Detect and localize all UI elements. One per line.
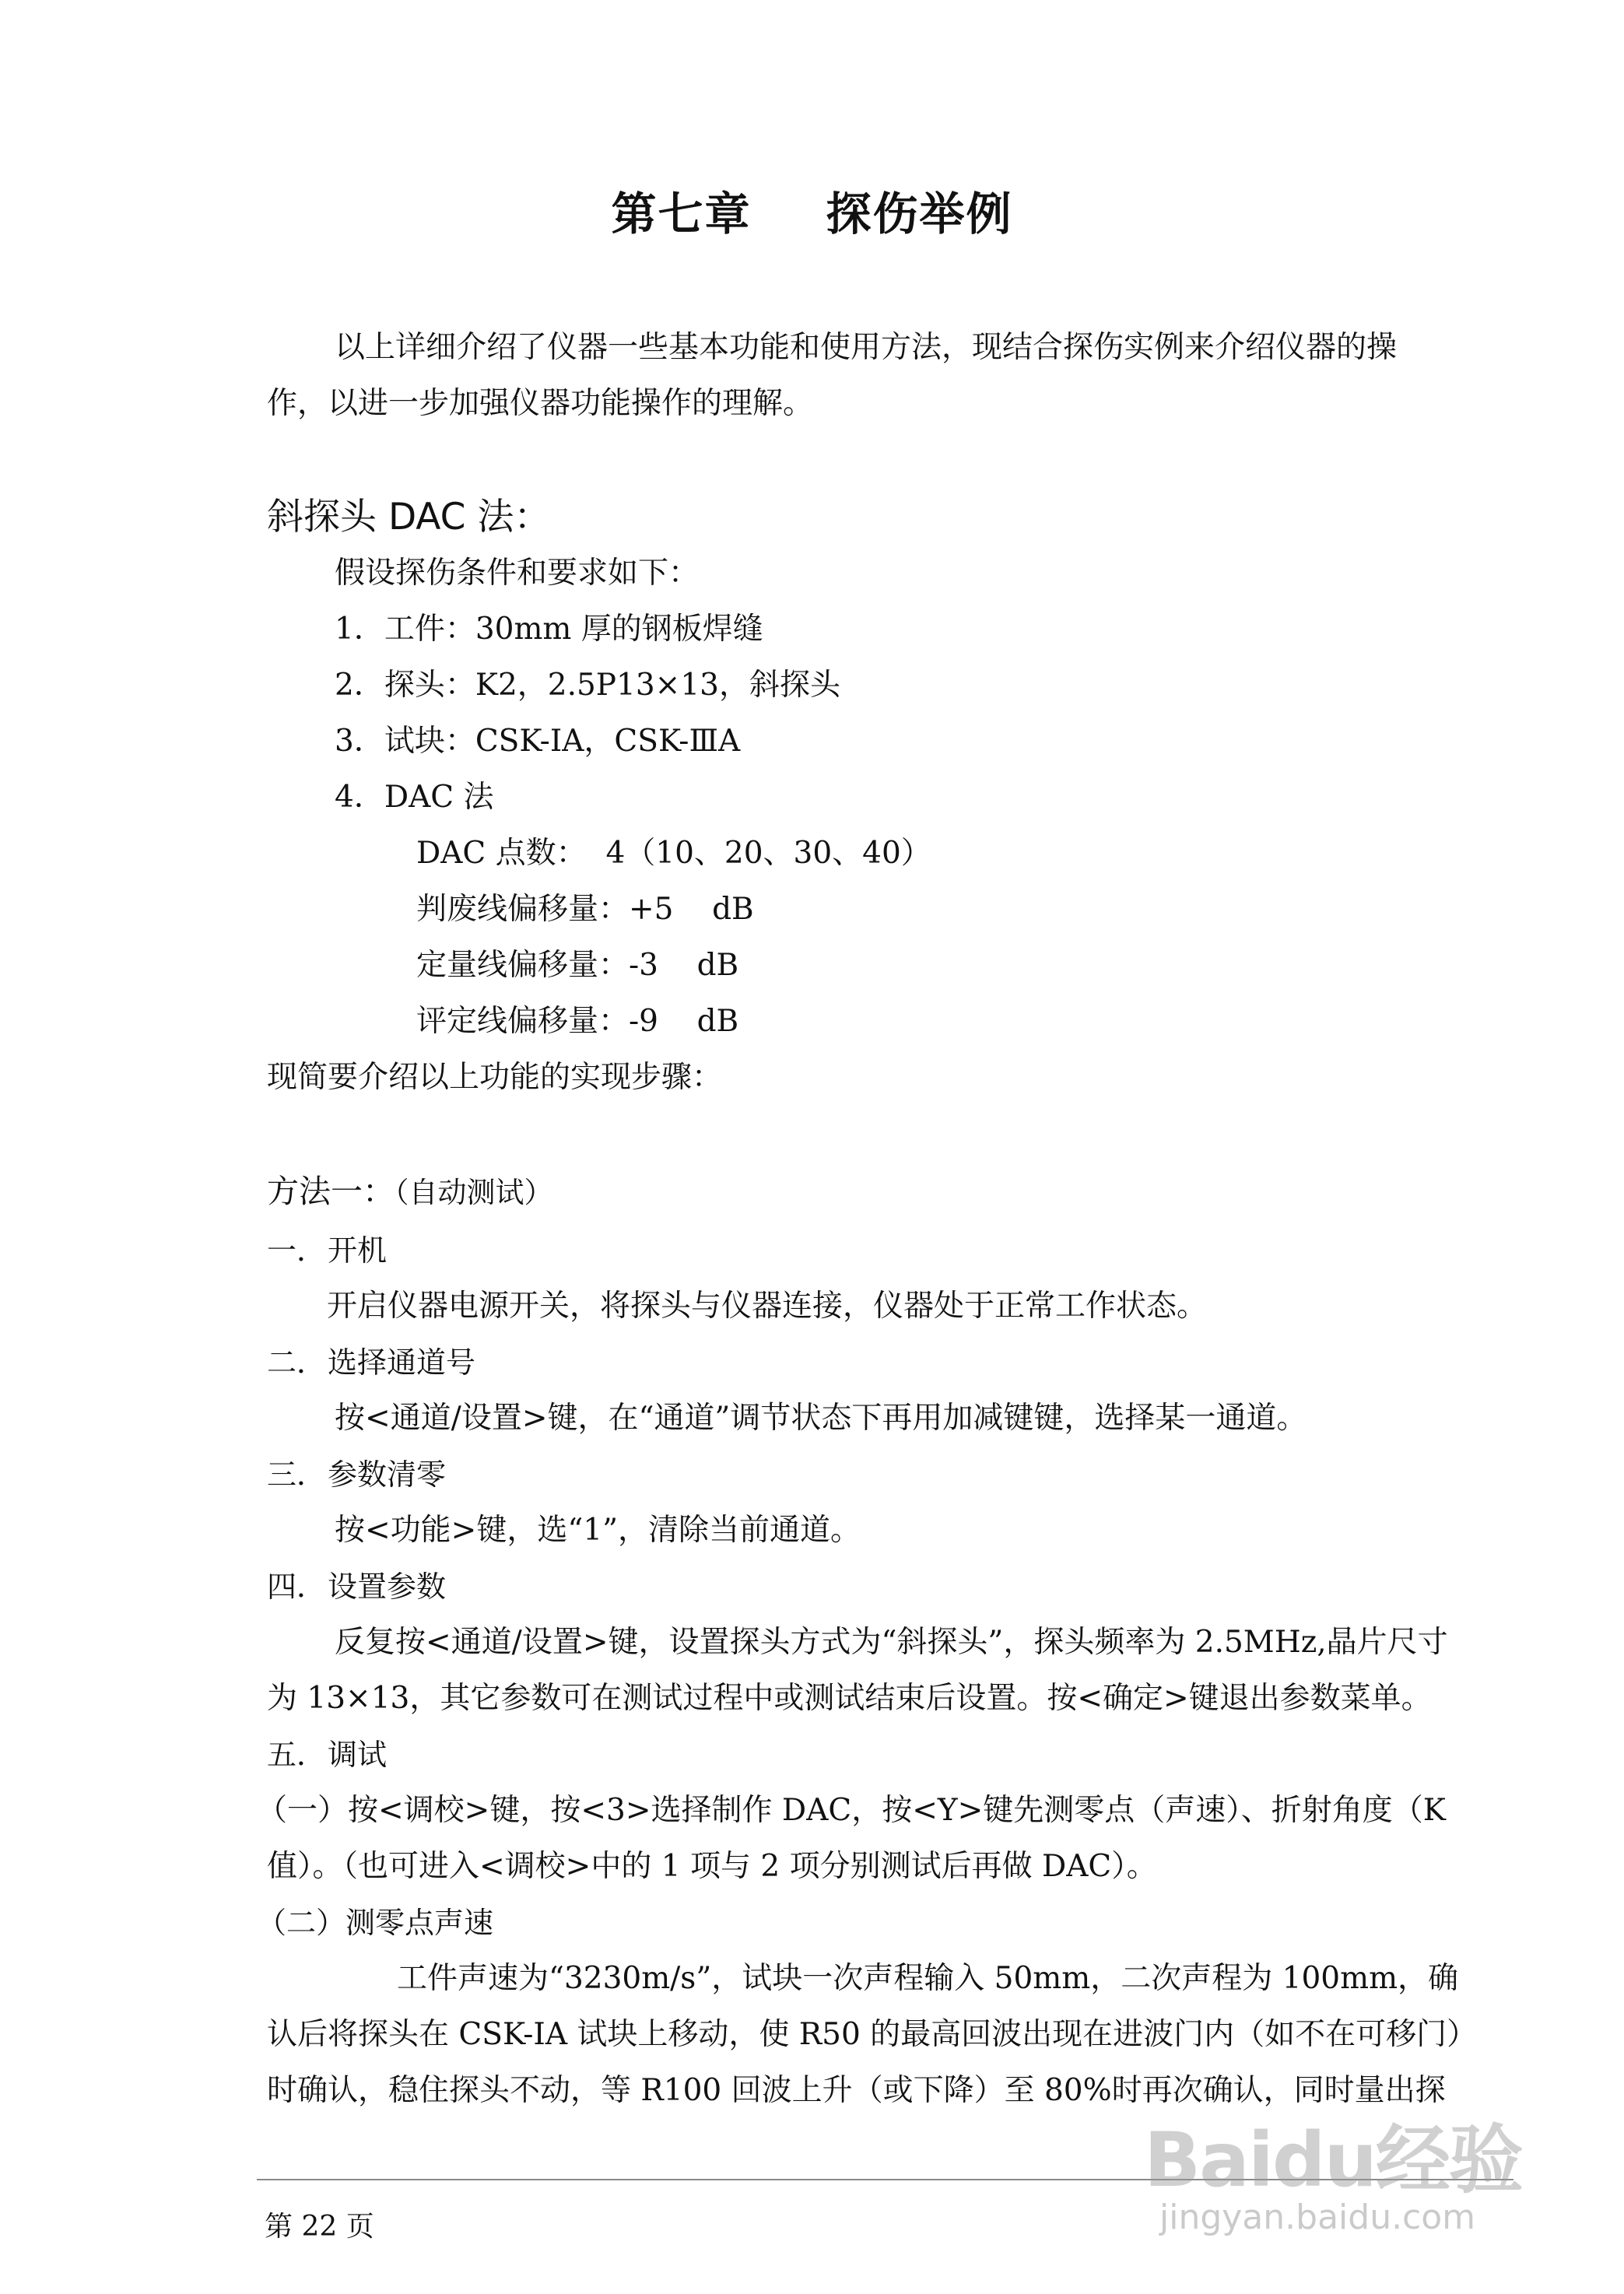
- section-title: 选择通道号: [328, 1345, 476, 1380]
- subsection-text: 工件声速为“3230m/s”，试块一次声程输入 50mm，二次声程为 100mm，确: [397, 1961, 1459, 1996]
- section-text: 为 13×13，其它参数可在测试过程中或测试结束后设置。按<确定>键退出参数菜单。: [267, 1681, 1432, 1716]
- condition-item: 2．探头：K2，2.5P13×13，斜探头: [335, 668, 840, 703]
- section-title: 参数清零: [328, 1457, 447, 1492]
- section-heading: [267, 1571, 446, 1602]
- section-heading: [267, 1739, 387, 1770]
- section-heading: [267, 1235, 387, 1266]
- baidu-watermark: [1144, 2101, 1549, 2272]
- section-number: 一．: [267, 1233, 327, 1268]
- subsection-heading: （二）测零点声速: [257, 1906, 494, 1940]
- page-number: 第 22 页: [265, 2211, 374, 2243]
- condition-item: 3．试块：CSK-IA，CSK-ⅢA: [335, 724, 741, 759]
- steps-summary: 现简要介绍以上功能的实现步骤：: [267, 1060, 723, 1095]
- section-number: 二．: [267, 1345, 327, 1380]
- section-title: 开机: [328, 1233, 388, 1268]
- dac-heading: 斜探头 DAC 法：: [267, 496, 551, 538]
- section-text: 反复按<通道/设置>键，设置探头方式为“斜探头”，探头频率为 2.5MHz,晶片尺寸: [335, 1625, 1448, 1660]
- section-text: 值）。（也可进入<调校>中的 1 项与 2 项分别测试后再做 DAC）。: [267, 1849, 1157, 1884]
- watermark-brand: Baidu经验: [1144, 2117, 1522, 2204]
- section-text: 开启仪器电源开关，将探头与仪器连接，仪器处于正常工作状态。: [327, 1289, 1208, 1324]
- conditions-lead: 假设探伤条件和要求如下：: [335, 556, 700, 591]
- intro-line-2: 作，以进一步加强仪器功能操作的理解。: [267, 386, 814, 421]
- chapter-title: [0, 177, 1624, 243]
- subsection-text: 时确认，稳住探头不动，等 R100 回波上升（或下降）至 80%时再次确认，同时量出探: [267, 2073, 1446, 2108]
- section-text: （一）按<调校>键，按<3>选择制作 DAC，按<Y>键先测零点（声速）、折射角度（K: [257, 1793, 1446, 1828]
- section-text: 按<通道/设置>键，在“通道”调节状态下再用加减键键，选择某一通道。: [335, 1401, 1307, 1436]
- chapter-number: 第七章: [611, 188, 752, 240]
- section-text: 按<功能>键，选“1”，清除当前通道。: [335, 1513, 861, 1548]
- dac-param: 定量线偏移量：-3 dB: [416, 948, 739, 983]
- method-sub: （自动测试）: [395, 1176, 553, 1209]
- condition-item: 1．工件：30mm 厚的钢板焊缝: [335, 612, 763, 647]
- intro-line-1: 以上详细介绍了仪器一些基本功能和使用方法，现结合探伤实例来介绍仪器的操: [335, 330, 1398, 365]
- section-number: 三．: [267, 1457, 327, 1492]
- section-title: 调试: [328, 1738, 388, 1772]
- method-heading: [267, 1174, 553, 1210]
- chapter-name: 探伤举例: [826, 188, 1013, 240]
- section-number: 五．: [267, 1738, 327, 1772]
- section-heading: [267, 1347, 475, 1378]
- condition-item: 4．DAC 法: [335, 780, 494, 815]
- section-heading: [267, 1459, 446, 1490]
- section-title: 设置参数: [328, 1570, 447, 1604]
- dac-param: 评定线偏移量：-9 dB: [416, 1004, 739, 1039]
- subsection-text: 认后将探头在 CSK-IA 试块上移动，使 R50 的最高回波出现在进波门内（如不在可移门）: [267, 2017, 1478, 2052]
- dac-param: DAC 点数： 4（10、20、30、40）: [416, 836, 931, 871]
- section-number: 四．: [267, 1570, 327, 1604]
- watermark-url: jingyan.baidu.com: [1159, 2198, 1476, 2237]
- dac-param: 判废线偏移量：+5 dB: [416, 892, 754, 927]
- method-label: 方法一：: [267, 1173, 395, 1210]
